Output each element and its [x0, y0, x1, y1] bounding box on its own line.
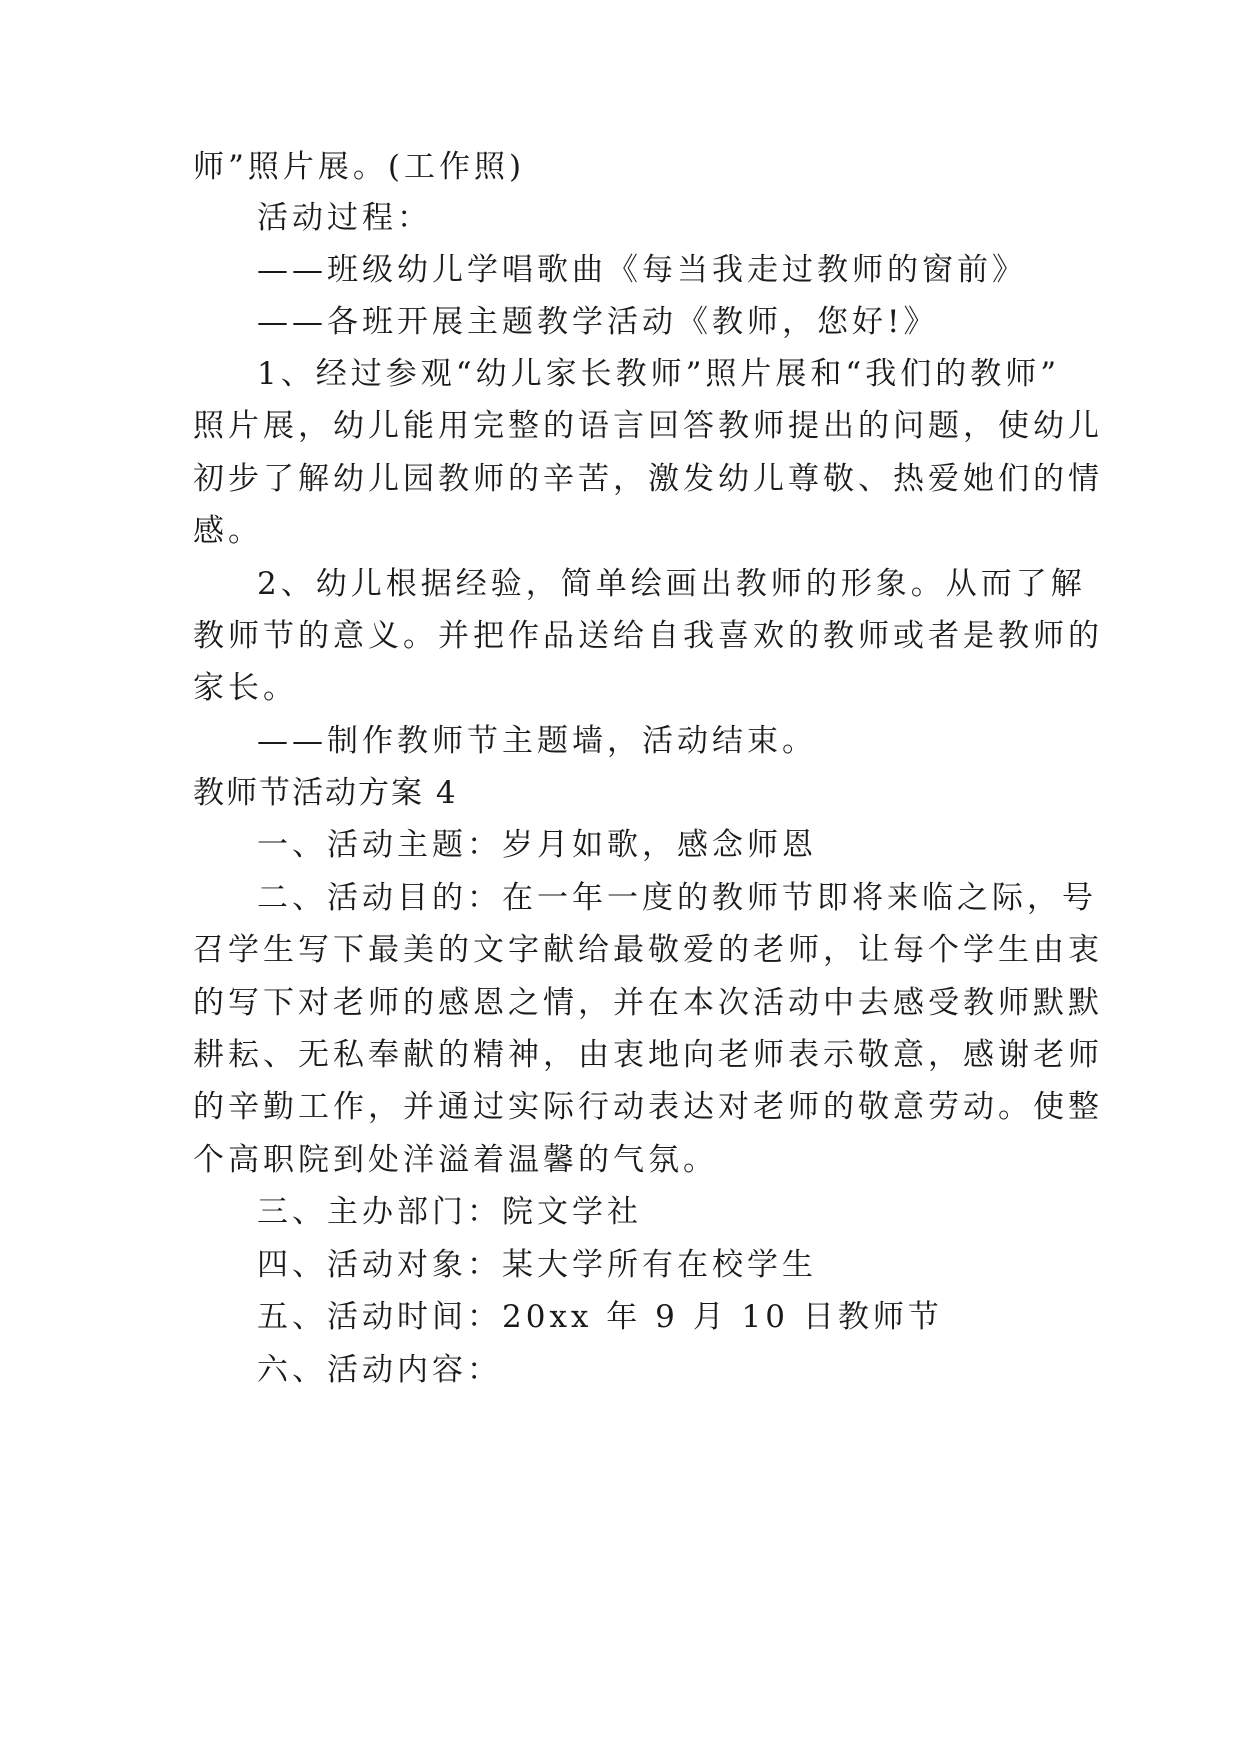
text-line: 活动过程：: [257, 200, 432, 236]
text-line: 师”照片展。(工作照): [193, 149, 526, 185]
text-line: 感。: [193, 513, 263, 549]
text-line: 照片展，幼儿能用完整的语言回答教师提出的问题，使幼儿: [193, 408, 1103, 444]
text-line: 家长。: [193, 670, 298, 706]
text-line: 的写下对老师的感恩之情，并在本次活动中去感受教师默默: [193, 985, 1103, 1021]
text-line: 四、活动对象：某大学所有在校学生: [257, 1247, 817, 1283]
text-line: ——各班开展主题教学活动《教师，您好!》: [257, 304, 939, 340]
text-line: ——班级幼儿学唱歌曲《每当我走过教师的窗前》: [257, 252, 1027, 288]
text-line: 的辛勤工作，并通过实际行动表达对老师的敬意劳动。使整: [193, 1089, 1103, 1125]
text-line: 三、主办部门：院文学社: [257, 1194, 642, 1230]
text-line: 教师节的意义。并把作品送给自我喜欢的教师或者是教师的: [193, 618, 1103, 654]
text-line: 2、幼儿根据经验，简单绘画出教师的形象。从而了解: [257, 566, 1086, 602]
text-line: 二、活动目的：在一年一度的教师节即将来临之际，号: [257, 880, 1097, 916]
text-line: ——制作教师节主题墙，活动结束。: [257, 723, 817, 759]
text-line: 一、活动主题：岁月如歌，感念师恩: [257, 827, 817, 863]
text-line: 六、活动内容：: [257, 1352, 502, 1388]
section-heading: 教师节活动方案 4: [193, 775, 458, 811]
text-line: 1、经过参观“幼儿家长教师”照片展和“我们的教师”: [257, 356, 1061, 392]
text-line: 初步了解幼儿园教师的辛苦，激发幼儿尊敬、热爱她们的情: [193, 461, 1103, 497]
text-line: 个高职院到处洋溢着温馨的气氛。: [193, 1142, 718, 1178]
text-line: 召学生写下最美的文字献给最敬爱的老师，让每个学生由衷: [193, 932, 1103, 968]
text-line: 五、活动时间：20xx 年 9 月 10 日教师节: [257, 1299, 943, 1335]
text-line: 耕耘、无私奉献的精神，由衷地向老师表示敬意，感谢老师: [193, 1037, 1103, 1073]
